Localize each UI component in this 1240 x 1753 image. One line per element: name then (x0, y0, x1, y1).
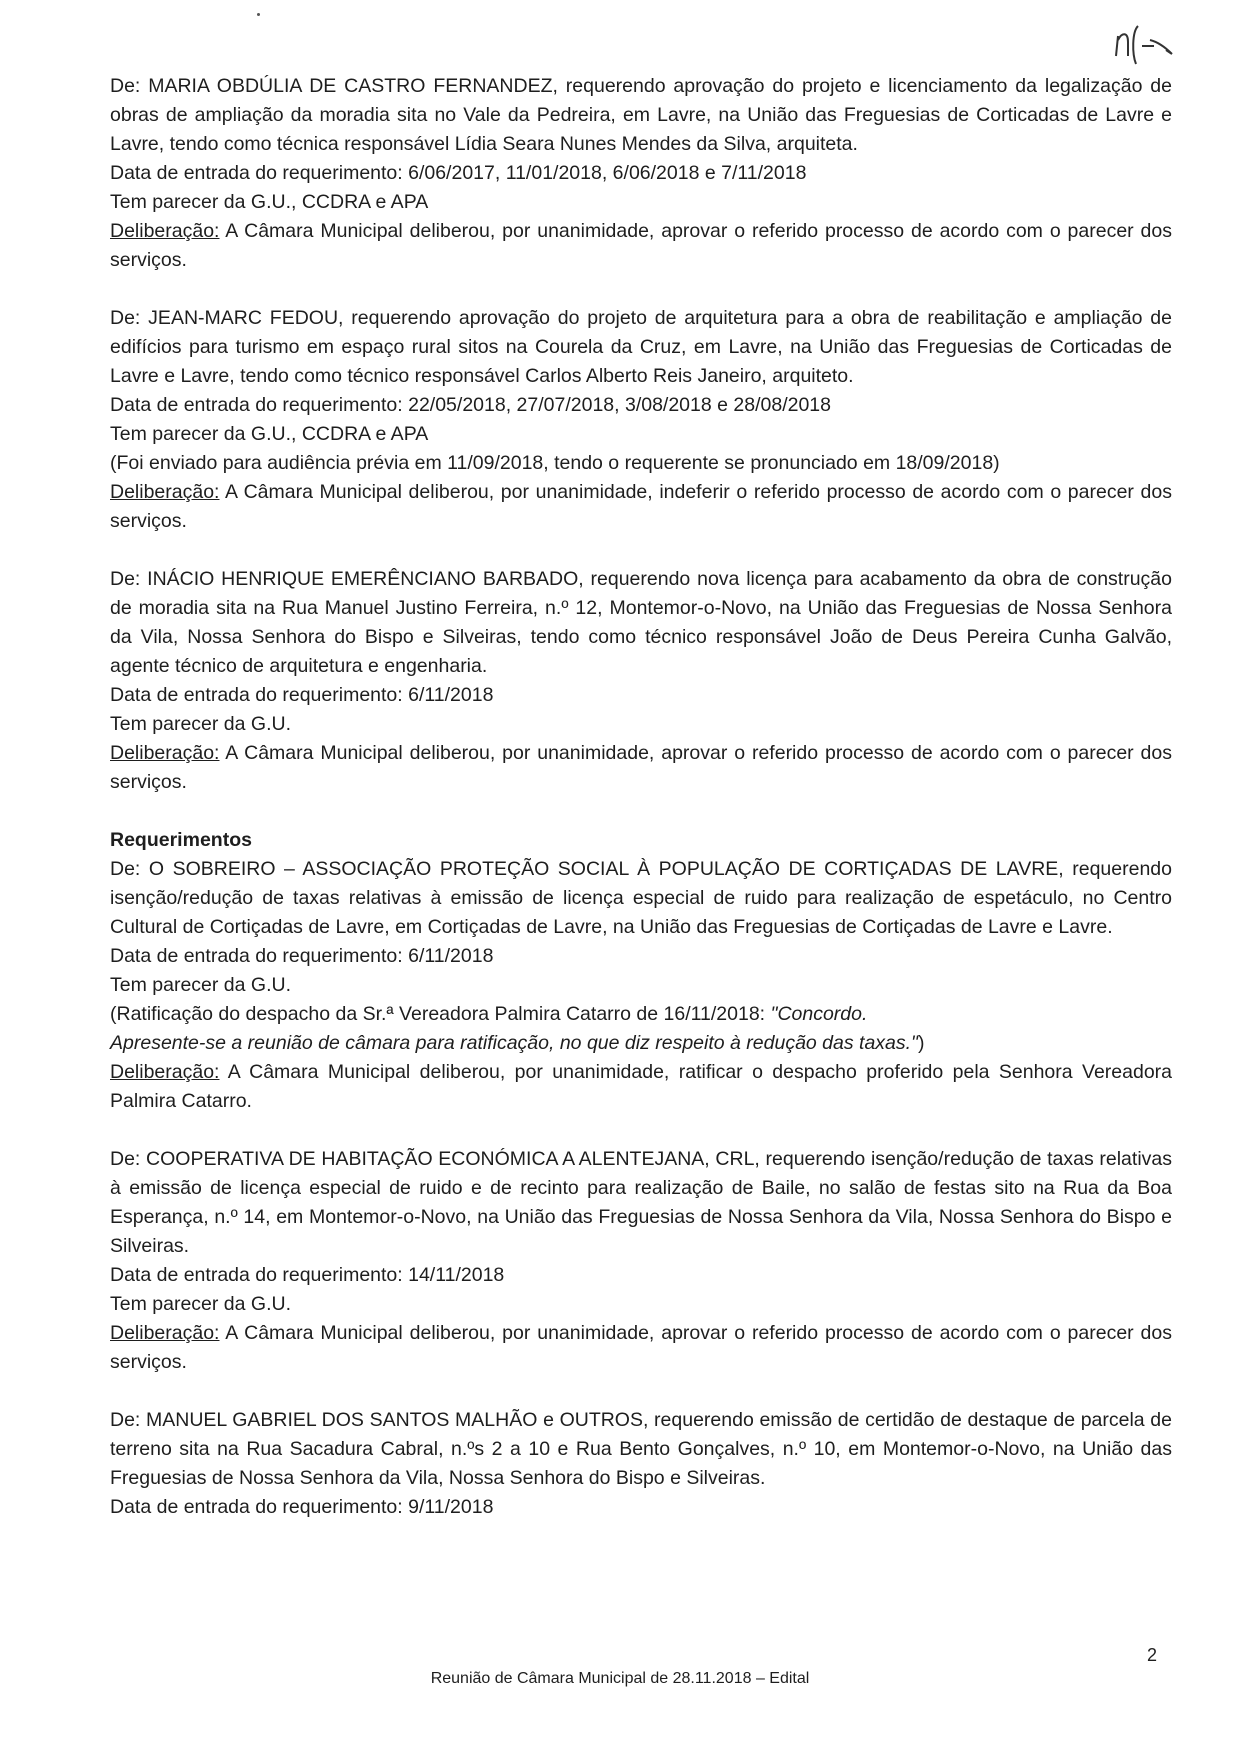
request-date: Data de entrada do requerimento: 9/11/2018 (110, 1496, 494, 1518)
deliberation-label: Deliberação: (110, 1322, 220, 1344)
entry-applicant: De: INÁCIO HENRIQUE EMERÊNCIANO BARBADO, requerendo nova licença para acabamento da obra de construção de moradia sita na Rua Manuel Justino Ferreira, n.º 12, Montemor-o-Novo, na União das Freguesias de Nossa Senhora da Vila, Nossa Senhora do Bispo e Silveiras, tendo como técnico responsável João de Deus Pereira Cunha Galvão, agente técnico de arquitetura e engenharia. (110, 568, 1172, 677)
request-note (110, 1000, 1172, 1058)
deliberation-label: Deliberação: (110, 1061, 220, 1083)
document-body (110, 72, 1172, 1522)
entry-opinion: Tem parecer da G.U., CCDRA e APA (110, 423, 429, 445)
request-deliberation (110, 1058, 1172, 1116)
note-prefix: (Ratificação do despacho da Sr.ª Vereadora Palmira Catarro de 16/11/2018: (110, 1003, 771, 1025)
deliberation-text: A Câmara Municipal deliberou, por unanimidade, aprovar o referido processo de acordo com o parecer dos serviços. (110, 1322, 1172, 1373)
deliberation-label: Deliberação: (110, 220, 220, 242)
entry-date: Data de entrada do requerimento: 6/06/2017, 11/01/2018, 6/06/2018 e 7/11/2018 (110, 162, 807, 184)
entry-opinion: Tem parecer da G.U., CCDRA e APA (110, 191, 429, 213)
entry-applicant: De: MARIA OBDÚLIA DE CASTRO FERNANDEZ, requerendo aprovação do projeto e licenciamento da legalização de obras de ampliação da moradia sita no Vale da Pedreira, em Lavre, na União das Freguesias de Corticadas de Lavre e Lavre, tendo como técnica responsável Lídia Seara Nunes Mendes da Silva, arquiteta. (110, 75, 1172, 155)
entry-opinion: Tem parecer da G.U. (110, 713, 291, 735)
note-quote-1: "Concordo. (770, 1003, 868, 1025)
entry-deliberation (110, 739, 1172, 797)
request-applicant: De: COOPERATIVA DE HABITAÇÃO ECONÓMICA A ALENTEJANA, CRL, requerendo isenção/redução de taxas relativas à emissão de licença especial de ruido e de recinto para realização de Baile, no salão de festas sito na Rua da Boa Esperança, n.º 14, em Montemor-o-Novo, na União das Freguesias de Nossa Senhora da Vila, Nossa Senhora do Bispo e Silveiras. (110, 1148, 1172, 1257)
request-applicant: De: O SOBREIRO – ASSOCIAÇÃO PROTEÇÃO SOCIAL À POPULAÇÃO DE CORTIÇADAS DE LAVRE, requerendo isenção/redução de taxas relativas à emissão de licença especial de ruido para realização de espetáculo, no Centro Cultural de Cortiçadas de Lavre, em Cortiçadas de Lavre, na União das Freguesias de Cortiçadas de Lavre e Lavre. (110, 858, 1172, 938)
deliberation-text: A Câmara Municipal deliberou, por unanimidade, aprovar o referido processo de acordo com o parecer dos serviços. (110, 220, 1172, 271)
request-date: Data de entrada do requerimento: 6/11/2018 (110, 945, 494, 967)
note-quote-2: Apresente-se a reunião de câmara para ratificação, no que diz respeito à redução das taxas." (110, 1032, 918, 1054)
page-number: 2 (1146, 1645, 1157, 1665)
request-opinion: Tem parecer da G.U. (110, 974, 291, 996)
entry-date: Data de entrada do requerimento: 6/11/2018 (110, 684, 494, 706)
deliberation-text: A Câmara Municipal deliberou, por unanimidade, aprovar o referido processo de acordo com o parecer dos serviços. (110, 742, 1172, 793)
note-suffix: ) (917, 1032, 925, 1054)
deliberation-label: Deliberação: (110, 481, 220, 503)
request-date: Data de entrada do requerimento: 14/11/2018 (110, 1264, 505, 1286)
deliberation-text: A Câmara Municipal deliberou, por unanimidade, indeferir o referido processo de acordo com o parecer dos serviços. (110, 481, 1172, 532)
request-deliberation (110, 1319, 1172, 1377)
entry-deliberation (110, 478, 1172, 536)
deliberation-text: A Câmara Municipal deliberou, por unanimidade, ratificar o despacho proferido pela Senhora Vereadora Palmira Catarro. (110, 1061, 1172, 1112)
scan-speck (257, 13, 260, 16)
request-applicant: De: MANUEL GABRIEL DOS SANTOS MALHÃO e OUTROS, requerendo emissão de certidão de destaque de parcela de terreno sita na Rua Sacadura Cabral, n.ºs 2 a 10 e Rua Bento Gonçalves, n.º 10, em Montemor-o-Novo, na União das Freguesias de Nossa Senhora da Vila, Nossa Senhora do Bispo e Silveiras. (110, 1409, 1172, 1489)
entry-date: Data de entrada do requerimento: 22/05/2018, 27/07/2018, 3/08/2018 e 28/08/2018 (110, 394, 831, 416)
page-footer: Reunião de Câmara Municipal de 28.11.2018 – Edital (430, 1670, 810, 1687)
handwritten-initials-mark (1110, 18, 1190, 78)
entry-deliberation (110, 217, 1172, 275)
entry-applicant: De: JEAN-MARC FEDOU, requerendo aprovação do projeto de arquitetura para a obra de reabilitação e ampliação de edifícios para turismo em espaço rural sitos na Courela da Cruz, em Lavre, na União das Freguesias de Corticadas de Lavre e Lavre, tendo como técnico responsável Carlos Alberto Reis Janeiro, arquiteto. (110, 307, 1172, 387)
deliberation-label: Deliberação: (110, 742, 220, 764)
section-title: Requerimentos (110, 829, 252, 851)
entry-note: (Foi enviado para audiência prévia em 11/09/2018, tendo o requerente se pronunciado em 18/09/2018) (110, 452, 1000, 474)
request-opinion: Tem parecer da G.U. (110, 1293, 291, 1315)
